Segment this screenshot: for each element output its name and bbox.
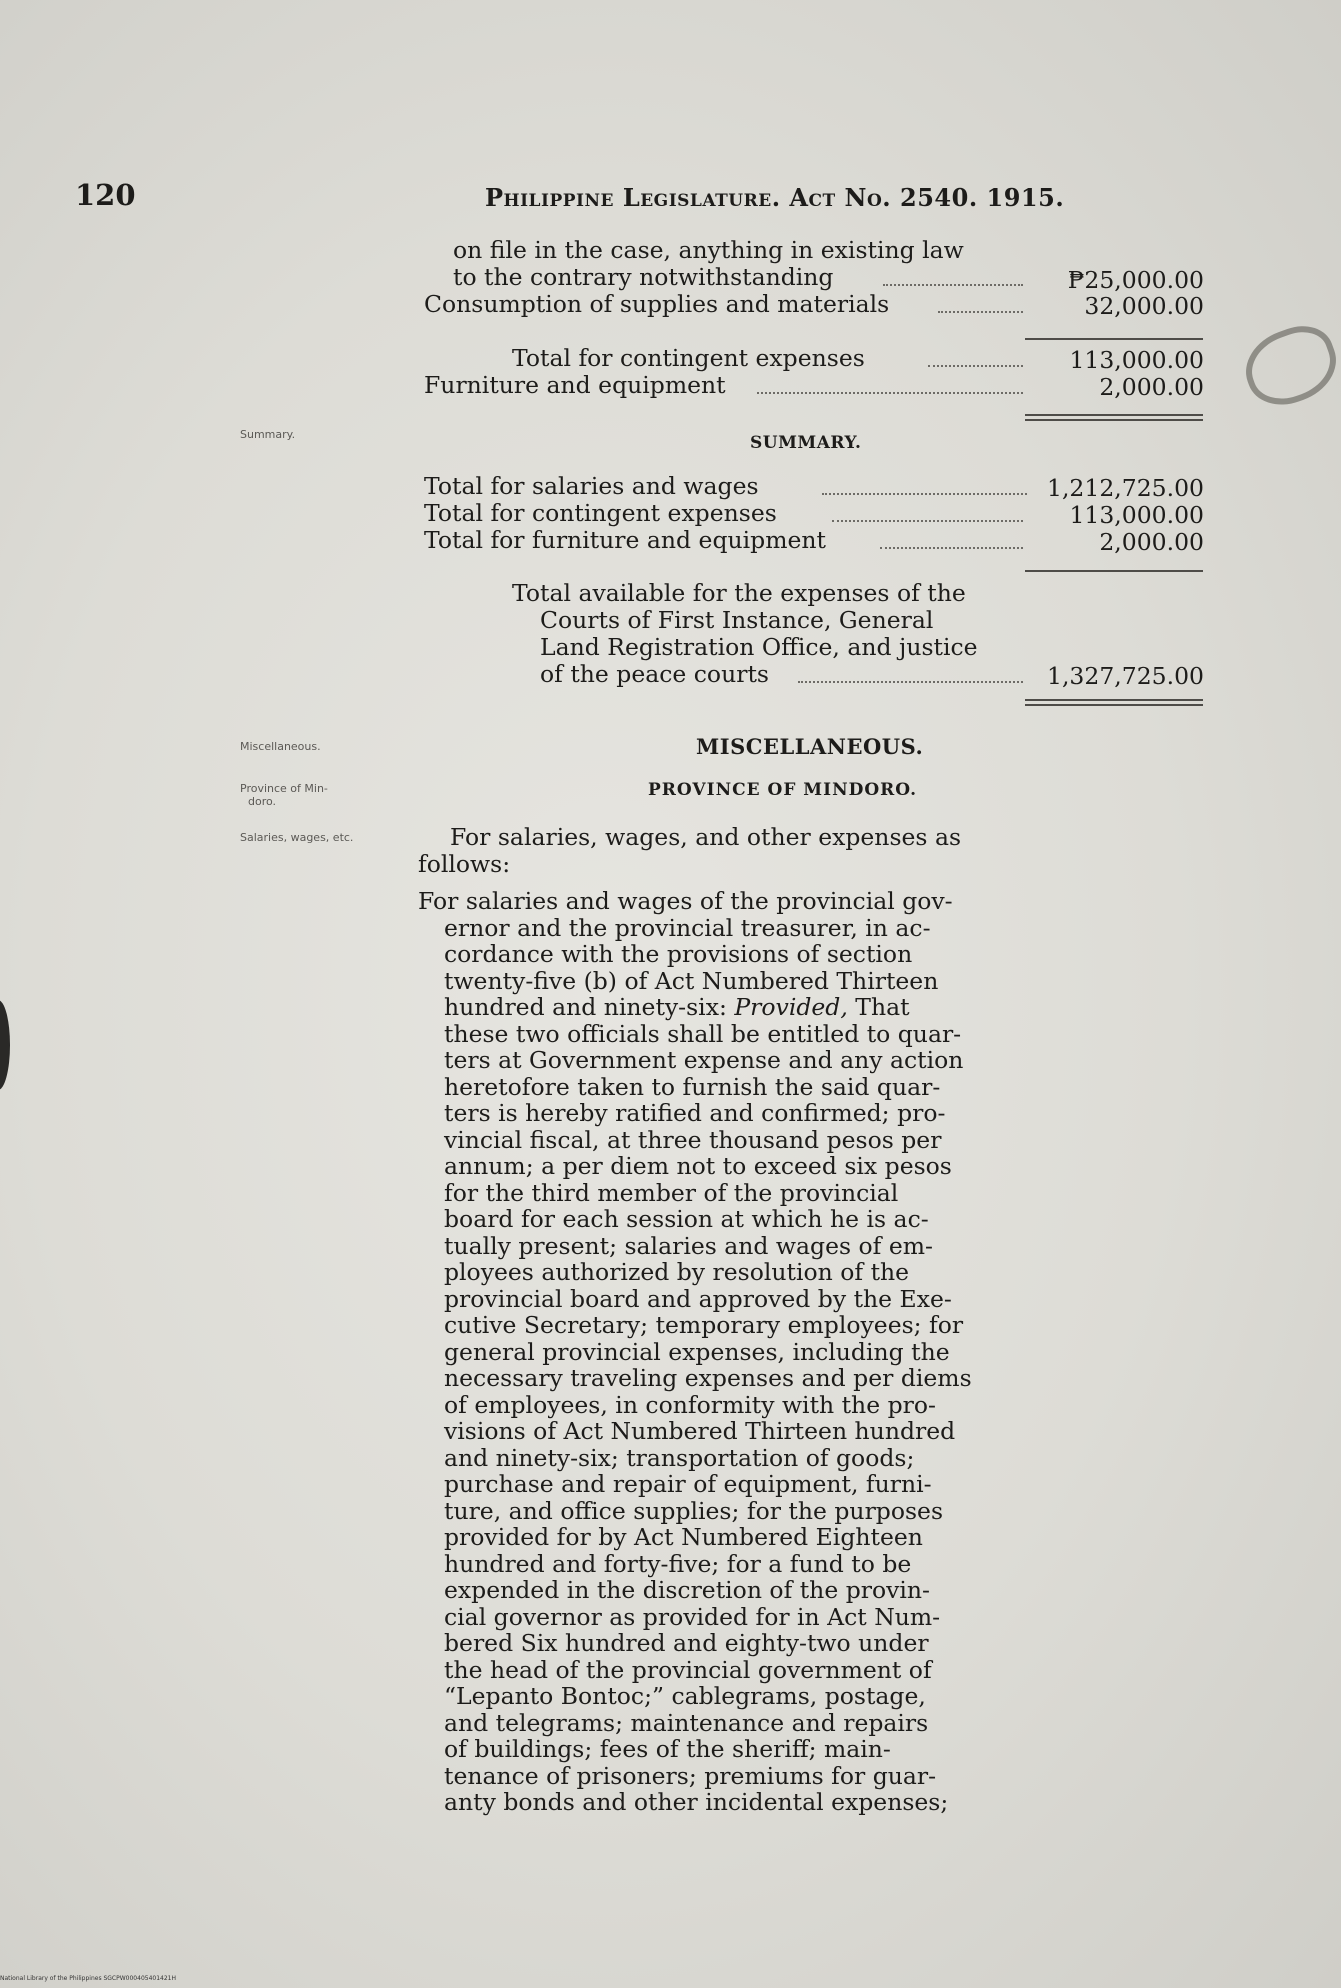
text-line: bered Six hundred and eighty-two under xyxy=(444,1629,929,1657)
text-line: expended in the discretion of the provin- xyxy=(444,1576,930,1604)
province-heading: PROVINCE OF MINDORO. xyxy=(648,780,918,800)
text-line: and ninety-six; transportation of goods; xyxy=(444,1443,915,1472)
line-amount: 1,212,725.00 xyxy=(1047,474,1204,502)
grand-total-line: Courts of First Instance, General xyxy=(540,606,934,634)
subtotal-rule xyxy=(1025,338,1203,340)
leader-dots xyxy=(883,284,1023,286)
text-line: tually present; salaries and wages of em- xyxy=(444,1231,933,1260)
grand-total-line: Total available for the expenses of the xyxy=(512,579,966,607)
line-label: Total for salaries and wages xyxy=(424,472,759,500)
text-line: provincial board and approved by the Exe- xyxy=(444,1284,952,1313)
text-line: For salaries and wages of the provincial gov- xyxy=(418,887,953,915)
double-rule xyxy=(1025,699,1203,706)
leader-dots xyxy=(880,547,1023,549)
text-line: and telegrams; maintenance and repairs xyxy=(444,1708,929,1737)
line-label: Total for furniture and equipment xyxy=(424,526,826,554)
text-line: necessary traveling expenses and per diems xyxy=(444,1364,972,1392)
text-line: of buildings; fees of the sheriff; main- xyxy=(444,1735,891,1763)
text-line: general provincial expenses, including the xyxy=(444,1337,950,1366)
line-amount: 113,000.00 xyxy=(1069,501,1204,529)
text-line: for the third member of the provincial xyxy=(444,1178,899,1207)
text-line: annum; a per diem not to exceed six pesos xyxy=(444,1152,952,1180)
summary-heading: SUMMARY. xyxy=(750,433,862,453)
text-line: “Lepanto Bontoc;” cablegrams, postage, xyxy=(444,1682,926,1710)
text-line: vincial fiscal, at three thousand pesos per xyxy=(444,1125,942,1154)
text-line: hundred and ninety-six: Provided, That xyxy=(444,993,910,1021)
italic-term: Provided, xyxy=(734,993,848,1021)
text-line: purchase and repair of equipment, furni- xyxy=(444,1470,932,1498)
line-label: to the contrary notwithstanding xyxy=(453,263,834,291)
line-label: Furniture and equipment xyxy=(424,371,726,399)
text-line: hundred and forty-five; for a fund to be xyxy=(444,1549,912,1578)
line-amount: 2,000.00 xyxy=(1099,528,1204,556)
subtotal-rule xyxy=(1025,570,1203,572)
text-line: the head of the provincial government of xyxy=(444,1655,932,1684)
text-line: heretofore taken to furnish the said quar- xyxy=(444,1072,941,1101)
margin-note-miscellaneous: Miscellaneous. xyxy=(240,740,321,753)
line-amount: 32,000.00 xyxy=(1084,292,1204,320)
text-line: of employees, in conformity with the pro- xyxy=(444,1390,936,1419)
margin-note-province: Province of Min- xyxy=(240,782,328,795)
text-line: these two officials shall be entitled to quar- xyxy=(444,1019,962,1048)
text-line: anty bonds and other incidental expenses; xyxy=(444,1788,949,1816)
text-line: ployees authorized by resolution of the xyxy=(444,1258,910,1286)
body-paragraph xyxy=(418,888,972,1816)
margin-note-province: doro. xyxy=(248,795,277,808)
line-label: Consumption of supplies and materials xyxy=(424,290,890,318)
text-line: visions of Act Numbered Thirteen hundred xyxy=(444,1417,956,1445)
continuation-line xyxy=(453,264,833,291)
margin-note-summary: Summary. xyxy=(240,428,296,441)
leader-dots xyxy=(822,493,1027,495)
line-label: Total for contingent expenses xyxy=(512,344,865,372)
text-line: ernor and the provincial treasurer, in ac- xyxy=(444,913,931,942)
text-line: cutive Secretary; temporary employees; for xyxy=(444,1311,964,1339)
leader-dots xyxy=(928,365,1023,367)
double-rule xyxy=(1025,414,1203,421)
page-edge-shadow xyxy=(0,1000,10,1090)
text-line: ture, and office supplies; for the purposes xyxy=(444,1496,944,1525)
text-line: tenance of prisoners; premiums for guar- xyxy=(444,1761,937,1790)
text-line: twenty-five (b) of Act Numbered Thirteen xyxy=(444,966,939,995)
ink-mark xyxy=(1235,316,1341,415)
intro-paragraph xyxy=(418,824,961,877)
text-line: ters is hereby ratified and confirmed; pro- xyxy=(444,1099,946,1127)
running-head: Philippine Legislature. Act No. 2540. 1915. xyxy=(485,183,1065,212)
text-line: For salaries, wages, and other expenses as xyxy=(450,823,962,851)
leader-dots xyxy=(798,681,1023,683)
text-line: cordance with the provisions of section xyxy=(444,940,913,968)
text-line: board for each session at which he is ac- xyxy=(444,1205,929,1233)
text-line: ters at Government expense and any action xyxy=(444,1046,964,1074)
text-line: provided for by Act Numbered Eighteen xyxy=(444,1523,923,1551)
miscellaneous-heading: MISCELLANEOUS. xyxy=(696,734,924,759)
margin-note-salaries: Salaries, wages, etc. xyxy=(240,831,354,844)
grand-total-line: Land Registration Office, and justice xyxy=(540,633,978,661)
grand-total-amount: 1,327,725.00 xyxy=(1047,662,1204,690)
line-amount: 2,000.00 xyxy=(1099,373,1204,401)
leader-dots xyxy=(757,392,1023,394)
text-line: follows: xyxy=(418,849,511,878)
continuation-line: on file in the case, anything in existing law xyxy=(453,236,964,264)
footer-stamp: National Library of the Philippines SGCPW000405401421H xyxy=(0,1975,176,1982)
leader-dots xyxy=(832,520,1023,522)
line-label: Total for contingent expenses xyxy=(424,499,777,527)
grand-total-line: of the peace courts xyxy=(540,660,769,688)
page-number: 120 xyxy=(75,178,136,212)
line-amount: 113,000.00 xyxy=(1069,346,1204,374)
text-line: cial governor as provided for in Act Num- xyxy=(444,1602,941,1631)
line-amount: ₱25,000.00 xyxy=(1067,266,1204,294)
leader-dots xyxy=(938,311,1023,313)
